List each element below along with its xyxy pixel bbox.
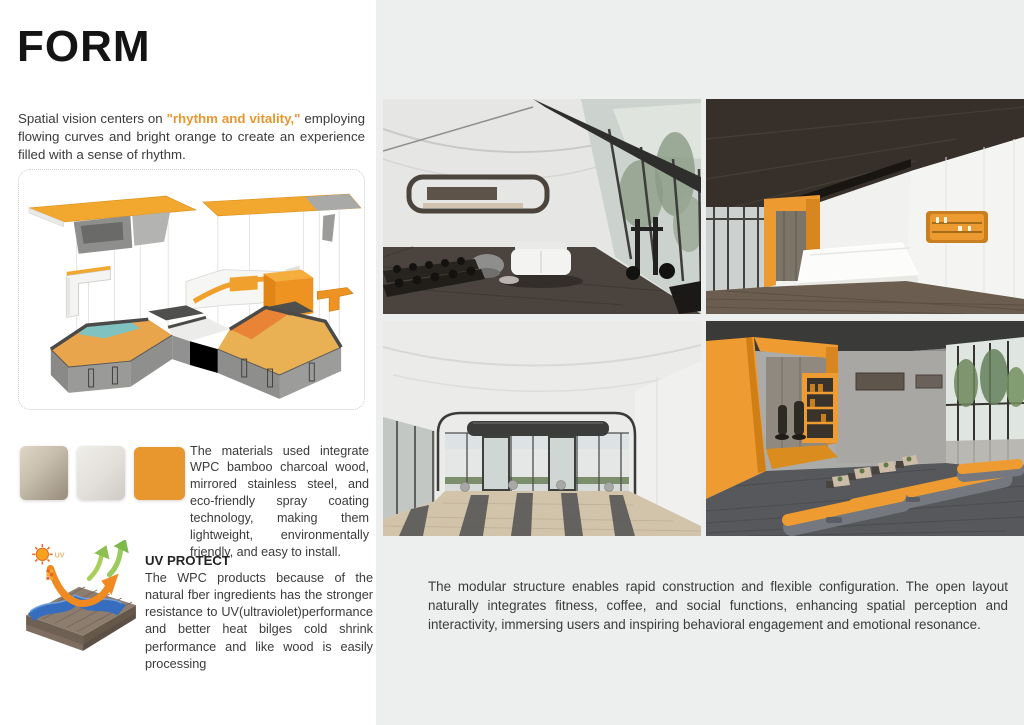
photo-panel: [376, 0, 1024, 725]
lobby-orange-niche-photo: [706, 99, 1024, 314]
uv-sun-label: UV: [54, 551, 65, 560]
intro-post: employing flowing curves and bright orange to create an experience filled with a sense of rhythm.: [18, 111, 365, 163]
uv-protect-illustration: [20, 540, 142, 652]
gym-lounge-illustration: [383, 99, 701, 314]
social-area-illustration: [706, 321, 1024, 536]
uv-protect-text: The WPC products because of the natural fber ingredients has the stronger resistance to UV(ultraviolet)performance and better heat bilges cold shrink performance and like wood is easily processing: [145, 571, 373, 671]
intro-highlight: "rhythm and vitality,": [166, 111, 301, 127]
uv-protect-icon: [20, 540, 142, 652]
diagram-illustration: [19, 170, 364, 409]
materials-text: The materials used integrate WPC bamboo charcoal wood, mirrored stainless steel, and eco-friendly spray coating technology, making them lightweight, environmentally friendly, and easy to install.: [190, 443, 369, 559]
diagram-ceiling-left: [29, 196, 196, 254]
uv-protect-block: [145, 553, 373, 673]
diagram-ceiling-right: [203, 194, 361, 242]
intro-paragraph: [18, 110, 365, 164]
lobby-illustration: [706, 99, 1024, 314]
sun-icon: [32, 544, 65, 564]
uv-protect-heading: UV PROTECT: [145, 553, 230, 568]
yoga-studio-illustration: [383, 321, 701, 536]
exploded-axonometric-diagram: [18, 169, 365, 410]
swatch-mirrored-stainless-steel: [77, 446, 125, 500]
diagram-floor-plate: [51, 301, 341, 398]
social-area-photo: [706, 321, 1024, 536]
swatch-wpc-bamboo-charcoal-wood: [20, 446, 68, 500]
intro-pre: Spatial vision centers on: [18, 111, 167, 127]
yoga-studio-photo: [383, 321, 701, 536]
eco-arrows-icon: [89, 540, 129, 579]
wood-deck-icon: [26, 587, 136, 651]
gallery-caption: The modular structure enables rapid construction and flexible configuration. The open layout naturally integrates fitness, coffee, and social functions, enhancing spatial perception and interactivity, immersing users and inspiring behavioral engagement and emotional resonance.: [428, 579, 1008, 632]
gym-lounge-photo: [383, 99, 701, 314]
swatch-orange-spray-coating: [134, 447, 185, 500]
page-title: FORM: [17, 22, 151, 71]
